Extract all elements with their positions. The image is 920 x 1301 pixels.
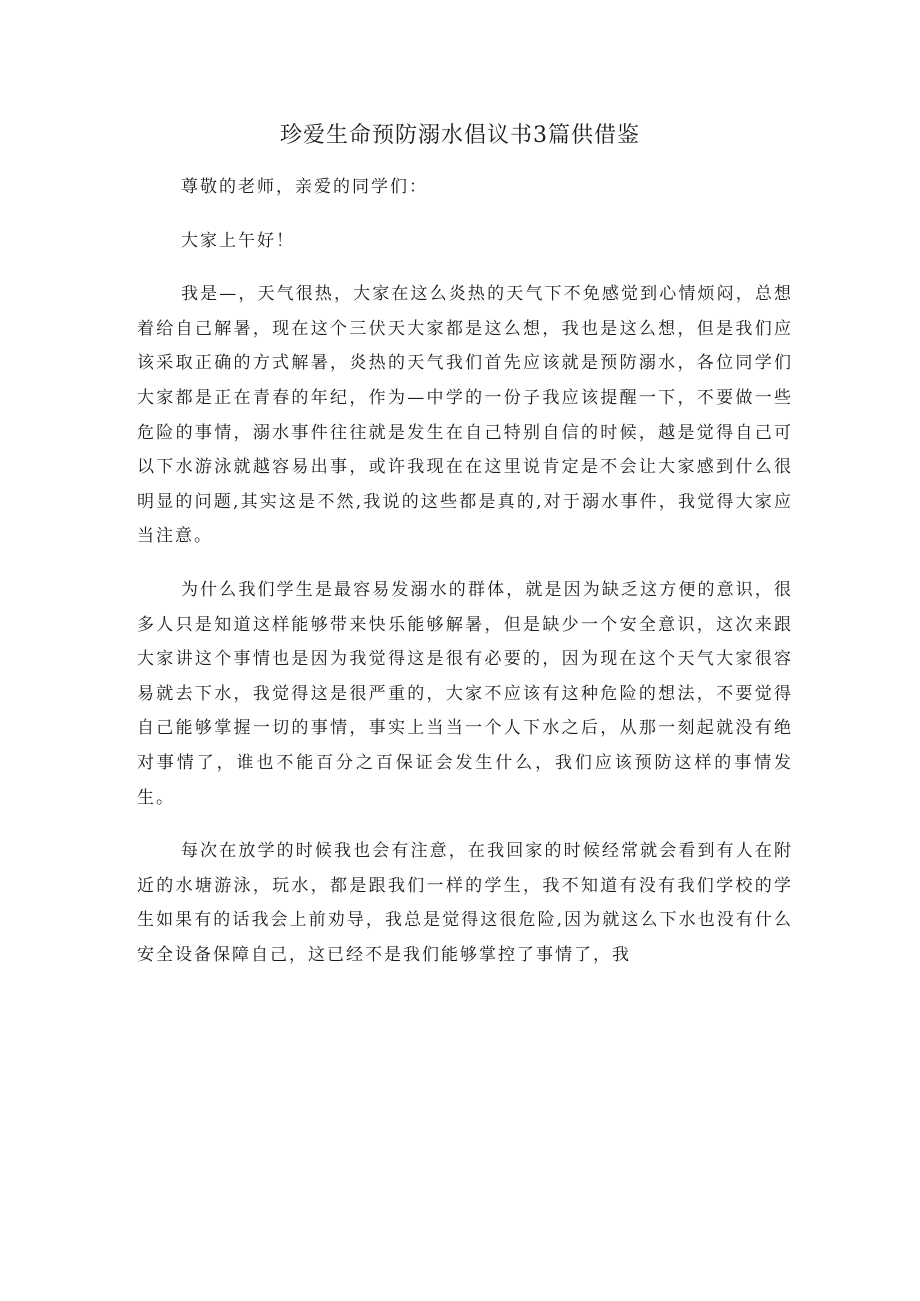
salutation: 尊敬的老师，亲爱的同学们： [181, 177, 428, 197]
paragraph: 我是—，天气很热，大家在这么炎热的天气下不免感觉到心情烦闷，总想着给自己解暑，现在这个三伏天大家都是这么想，我也是这么想，但是我们应该采取正确的方式解暑，炎热的天气我们首先应该就是预防溺水，各位同学们大家都是正在青春的年纪，作为—中学的一份子我应该提醒一下，不要做一些危险的事情，溺水事件往往就是发生在自己特别自信的时候，越是觉得自己可以下水游泳就越容易出事，或许我现在在这里说肯定是不会让大家感到什么很明显的问题,其实这是不然,我说的这些都是真的,对于溺水事件，我觉得大家应当注意。 [137, 284, 793, 547]
greeting: 大家上午好！ [181, 230, 295, 251]
document-body [137, 170, 793, 972]
paragraph: 为什么我们学生是最容易发溺水的群体，就是因为缺乏这方便的意识，很多人只是知道这样能够带来快乐能够解暑，但是缺少一个安全意识，这次来跟大家讲这个事情也是因为我觉得这是很有必要的，因为现在这个天气大家很容易就去下水，我觉得这是很严重的，大家不应该有这种危险的想法，不要觉得自己能够掌握一切的事情，事实上当当一个人下水之后，从那一刻起就没有绝对事情了，谁也不能百分之百保证会发生什么，我们应该预防这样的事情发生。 [137, 579, 793, 808]
document-title: 珍爱生命预防溺水倡议书3篇供借鉴 [280, 123, 640, 148]
paragraph: 每次在放学的时候我也会有注意，在我回家的时候经常就会看到有人在附近的水塘游泳，玩水，都是跟我们一样的学生，我不知道有没有我们学校的学生如果有的话我会上前劝导，我总是觉得这很危险,因为就这么下水也没有什么安全设备保障自己，这已经不是我们能够掌控了事情了，我 [137, 841, 793, 965]
